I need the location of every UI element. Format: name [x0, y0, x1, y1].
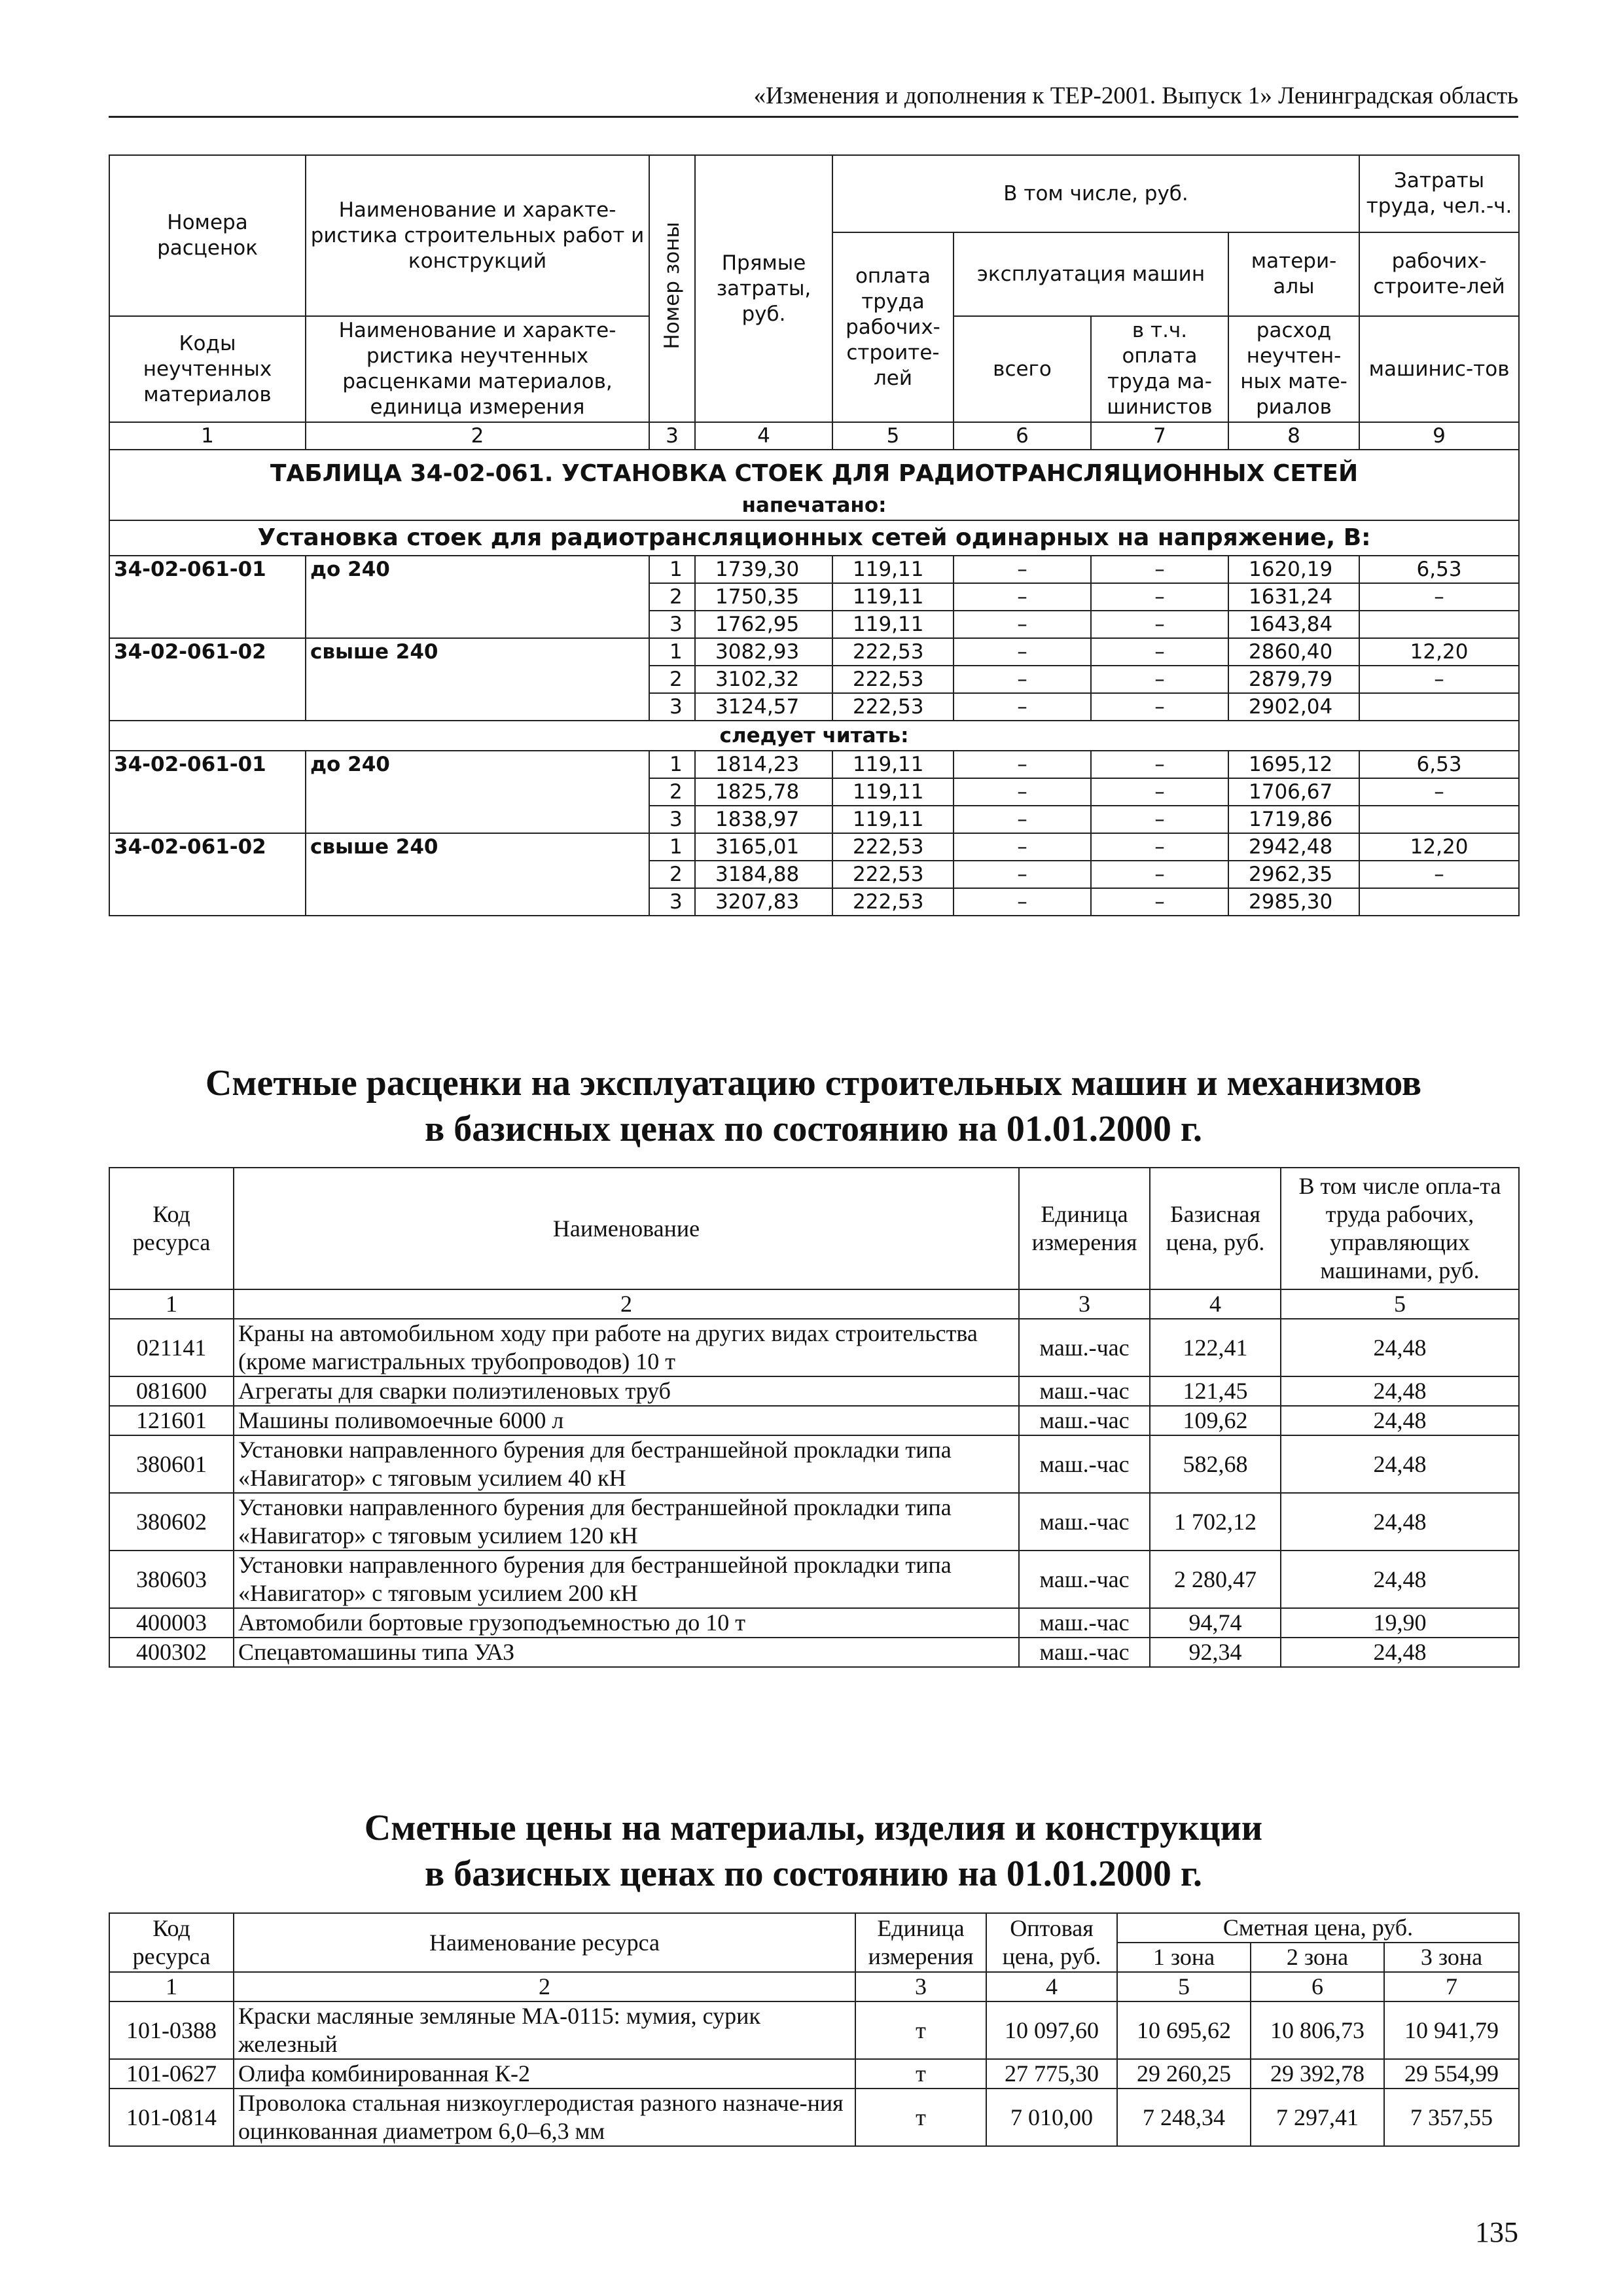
wholesale-price: 27 775,30	[986, 2059, 1117, 2089]
labor-pay: 222,53	[832, 861, 954, 888]
base-price: 109,62	[1150, 1406, 1281, 1435]
zone: 2	[649, 861, 695, 888]
zone: 1	[649, 751, 695, 778]
th-pay: оплата труда рабочих-строите-лей	[832, 232, 954, 422]
read-rows	[109, 751, 1519, 916]
resource-code: 101-0627	[109, 2059, 234, 2089]
labor-hours: –	[1359, 861, 1519, 888]
table-title: ТАБЛИЦА 34-02-061. УСТАНОВКА СТОЕК ДЛЯ РАДИОТРАНСЛЯЦИОННЫХ СЕТЕЙ	[270, 460, 1359, 487]
resource-code: 121601	[109, 1406, 234, 1435]
colnum: 9	[1359, 422, 1519, 450]
rate-row	[109, 833, 1519, 861]
unit: т	[855, 2001, 986, 2059]
colnum: 5	[1281, 1289, 1519, 1319]
rate-code: 34-02-061-01	[109, 556, 306, 638]
materials: 2962,35	[1228, 861, 1359, 888]
th-codes: Коды неучтенных материалов	[109, 316, 306, 422]
machines-total: –	[954, 611, 1091, 638]
base-price: 92,34	[1150, 1638, 1281, 1667]
th-wholesale: Оптовая цена, руб.	[986, 1913, 1117, 1972]
unit: маш.-час	[1019, 1435, 1150, 1493]
th-pay: В том числе опла-та труда рабочих, управляющих машинами, руб.	[1281, 1168, 1519, 1289]
th-unit: Единица измерения	[855, 1913, 986, 1972]
th-unit: Единица измерения	[1019, 1168, 1150, 1289]
machines-title-1: Сметные расценки на эксплуатацию строительных машин и механизмов	[205, 1063, 1422, 1103]
materials: 2942,48	[1228, 833, 1359, 861]
materials: 1631,24	[1228, 583, 1359, 611]
zone-1-price: 7 248,34	[1117, 2089, 1251, 2146]
th-zone-2: 2 зона	[1251, 1943, 1384, 1972]
direct-cost: 1739,30	[695, 556, 832, 583]
materials: 1643,84	[1228, 611, 1359, 638]
table-row	[109, 1608, 1519, 1638]
machines-total: –	[954, 666, 1091, 693]
direct-cost: 1750,35	[695, 583, 832, 611]
resource-code: 101-0388	[109, 2001, 234, 2059]
labor-hours	[1359, 693, 1519, 721]
table-row	[109, 1435, 1519, 1493]
resource-name: Агрегаты для сварки полиэтиленовых труб	[234, 1376, 1019, 1406]
base-price: 94,74	[1150, 1608, 1281, 1638]
rate-name: до 240	[306, 751, 649, 833]
machines-total: –	[954, 638, 1091, 666]
unit: маш.-час	[1019, 1319, 1150, 1376]
unit: маш.-час	[1019, 1638, 1150, 1667]
colnum: 8	[1228, 422, 1359, 450]
th-total: всего	[954, 316, 1091, 422]
unit: маш.-час	[1019, 1551, 1150, 1608]
zone-2-price: 7 297,41	[1251, 2089, 1384, 2146]
rate-name: свыше 240	[306, 638, 649, 721]
colnum: 4	[1150, 1289, 1281, 1319]
resource-name: Спецавтомашины типа УАЗ	[234, 1638, 1019, 1667]
resource-name: Автомобили бортовые грузоподъемностью до 10 т	[234, 1608, 1019, 1638]
machines-total: –	[954, 888, 1091, 916]
materials-rows	[109, 2001, 1519, 2146]
operators-pay: –	[1091, 833, 1228, 861]
base-price: 121,45	[1150, 1376, 1281, 1406]
operators-pay: –	[1091, 611, 1228, 638]
colnum: 7	[1091, 422, 1228, 450]
resource-code: 380603	[109, 1551, 234, 1608]
th-price: Базисная цена, руб.	[1150, 1168, 1281, 1289]
zone: 2	[649, 666, 695, 693]
labor-pay: 222,53	[832, 638, 954, 666]
base-price: 1 702,12	[1150, 1493, 1281, 1551]
resource-name: Краны на автомобильном ходу при работе на других видах строительства (кроме магистральных трубопроводов) 10 т	[234, 1319, 1019, 1376]
zone-3-price: 10 941,79	[1384, 2001, 1519, 2059]
th-code: Код ресурса	[109, 1168, 234, 1289]
resource-code: 380602	[109, 1493, 234, 1551]
resource-code: 101-0814	[109, 2089, 234, 2146]
labor-pay: 119,11	[832, 751, 954, 778]
resource-name: Установки направленного бурения для бестраншейной прокладки типа «Навигатор» с тяговым усилием 40 кН	[234, 1435, 1019, 1493]
th-incl-pay: в т.ч. оплата труда ма-шинистов	[1091, 316, 1228, 422]
labor-hours	[1359, 611, 1519, 638]
colnum: 1	[109, 1972, 234, 2001]
labor-pay: 119,11	[832, 778, 954, 806]
colnum: 1	[109, 422, 306, 450]
direct-cost: 3082,93	[695, 638, 832, 666]
operators-pay: –	[1091, 778, 1228, 806]
materials: 2902,04	[1228, 693, 1359, 721]
labor-pay: 119,11	[832, 583, 954, 611]
th-zone-3: 3 зона	[1384, 1943, 1519, 1972]
operator-pay: 24,48	[1281, 1638, 1519, 1667]
table-subtitle: Установка стоек для радиотрансляционных сетей одинарных на напряжение, В:	[109, 520, 1519, 556]
operators-pay: –	[1091, 666, 1228, 693]
th-rates: Номера расценок	[109, 155, 306, 316]
materials: 1719,86	[1228, 806, 1359, 833]
materials: 1695,12	[1228, 751, 1359, 778]
table-row	[109, 2001, 1519, 2059]
th-name: Наименование ресурса	[234, 1913, 855, 1972]
th-estimate: Сметная цена, руб.	[1117, 1913, 1519, 1943]
table-row	[109, 2059, 1519, 2089]
labor-hours: 12,20	[1359, 638, 1519, 666]
colnum: 3	[1019, 1289, 1150, 1319]
machines-total: –	[954, 833, 1091, 861]
labor-pay: 222,53	[832, 666, 954, 693]
operators-pay: –	[1091, 693, 1228, 721]
rate-code: 34-02-061-01	[109, 751, 306, 833]
direct-cost: 1762,95	[695, 611, 832, 638]
printed-rows	[109, 556, 1519, 721]
table-row	[109, 1406, 1519, 1435]
unit: маш.-час	[1019, 1493, 1150, 1551]
base-price: 582,68	[1150, 1435, 1281, 1493]
resource-name: Проволока стальная низкоуглеродистая разного назначе-ния оцинкованная диаметром 6,0–6,3 мм	[234, 2089, 855, 2146]
wholesale-price: 10 097,60	[986, 2001, 1117, 2059]
rate-row	[109, 556, 1519, 583]
materials: 2985,30	[1228, 888, 1359, 916]
direct-cost: 1825,78	[695, 778, 832, 806]
zone-1-price: 29 260,25	[1117, 2059, 1251, 2089]
machines-table	[109, 1167, 1520, 1668]
machines-total: –	[954, 861, 1091, 888]
labor-hours: –	[1359, 583, 1519, 611]
zone-2-price: 29 392,78	[1251, 2059, 1384, 2089]
machines-total: –	[954, 751, 1091, 778]
th-name2: Наименование и характе-ристика неучтенных расценками материалов, единица измерения	[306, 316, 649, 422]
th-workers: рабочих-строите-лей	[1359, 232, 1519, 316]
th-name: Наименование	[234, 1168, 1019, 1289]
colnum: 4	[695, 422, 832, 450]
table-row	[109, 1551, 1519, 1608]
table-row	[109, 2089, 1519, 2146]
operators-pay: –	[1091, 806, 1228, 833]
zone-2-price: 10 806,73	[1251, 2001, 1384, 2059]
th-labor: Затраты труда, чел.-ч.	[1359, 155, 1519, 232]
machines-total: –	[954, 583, 1091, 611]
colnum: 4	[986, 1972, 1117, 2001]
table-row	[109, 1376, 1519, 1406]
base-price: 2 280,47	[1150, 1551, 1281, 1608]
labor-hours: –	[1359, 666, 1519, 693]
th-zone-1: 1 зона	[1117, 1943, 1251, 1972]
colnum: 5	[832, 422, 954, 450]
th-zone	[649, 155, 695, 422]
labor-pay: 119,11	[832, 611, 954, 638]
labor-pay: 119,11	[832, 806, 954, 833]
table-row	[109, 1493, 1519, 1551]
machines-rows	[109, 1319, 1519, 1667]
labor-hours	[1359, 806, 1519, 833]
materials-title-2: в базисных ценах по состоянию на 01.01.2000 г.	[425, 1854, 1202, 1894]
rate-name: свыше 240	[306, 833, 649, 916]
unit: маш.-час	[1019, 1376, 1150, 1406]
rate-code: 34-02-061-02	[109, 638, 306, 721]
zone: 2	[649, 778, 695, 806]
resource-code: 081600	[109, 1376, 234, 1406]
direct-cost: 3165,01	[695, 833, 832, 861]
base-price: 122,41	[1150, 1319, 1281, 1376]
machines-total: –	[954, 693, 1091, 721]
machines-total: –	[954, 556, 1091, 583]
colnum: 6	[954, 422, 1091, 450]
resource-code: 021141	[109, 1319, 234, 1376]
th-incl: В том числе, руб.	[832, 155, 1359, 232]
zone: 3	[649, 611, 695, 638]
machines-title-2: в базисных ценах по состоянию на 01.01.2000 г.	[425, 1109, 1202, 1149]
materials-title-1: Сметные цены на материалы, изделия и конструкции	[364, 1808, 1263, 1848]
direct-cost: 3207,83	[695, 888, 832, 916]
machines-total: –	[954, 778, 1091, 806]
labor-pay: 222,53	[832, 693, 954, 721]
zone-3-price: 29 554,99	[1384, 2059, 1519, 2089]
printed-label: напечатано:	[741, 493, 887, 517]
direct-cost: 1838,97	[695, 806, 832, 833]
operators-pay: –	[1091, 861, 1228, 888]
labor-pay: 119,11	[832, 556, 954, 583]
colnum: 3	[649, 422, 695, 450]
column-numbers-row	[109, 422, 1519, 450]
operators-pay: –	[1091, 888, 1228, 916]
operators-pay: –	[1091, 583, 1228, 611]
colnum: 6	[1251, 1972, 1384, 2001]
labor-hours: 6,53	[1359, 751, 1519, 778]
unit: маш.-час	[1019, 1406, 1150, 1435]
colnum: 2	[234, 1289, 1019, 1319]
materials-table	[109, 1912, 1520, 2147]
rate-row	[109, 638, 1519, 666]
unit: маш.-час	[1019, 1608, 1150, 1638]
th-machines: эксплуатация машин	[954, 232, 1228, 316]
operator-pay: 24,48	[1281, 1493, 1519, 1551]
colnum: 2	[306, 422, 649, 450]
labor-pay: 222,53	[832, 888, 954, 916]
zone: 3	[649, 888, 695, 916]
resource-name: Краски масляные земляные МА-0115: мумия, сурик железный	[234, 2001, 855, 2059]
labor-hours: 12,20	[1359, 833, 1519, 861]
running-header: «Изменения и дополнения к ТЕР-2001. Выпуск 1» Ленинградская область	[109, 82, 1518, 118]
colnum: 5	[1117, 1972, 1251, 2001]
rate-name: до 240	[306, 556, 649, 638]
direct-cost: 3124,57	[695, 693, 832, 721]
operator-pay: 24,48	[1281, 1551, 1519, 1608]
wholesale-price: 7 010,00	[986, 2089, 1117, 2146]
colnum: 1	[109, 1289, 234, 1319]
direct-cost: 1814,23	[695, 751, 832, 778]
unit: т	[855, 2089, 986, 2146]
th-consumption: расход неучтен-ных мате-риалов	[1228, 316, 1359, 422]
unit: т	[855, 2059, 986, 2089]
resource-name: Машины поливомоечные 6000 л	[234, 1406, 1019, 1435]
zone: 1	[649, 638, 695, 666]
rate-code: 34-02-061-02	[109, 833, 306, 916]
th-operators: машинис-тов	[1359, 316, 1519, 422]
page-number: 135	[1475, 2216, 1518, 2248]
zone-1-price: 10 695,62	[1117, 2001, 1251, 2059]
operator-pay: 19,90	[1281, 1608, 1519, 1638]
table-row	[109, 1319, 1519, 1376]
operator-pay: 24,48	[1281, 1376, 1519, 1406]
zone: 1	[649, 556, 695, 583]
labor-hours: –	[1359, 778, 1519, 806]
operators-pay: –	[1091, 638, 1228, 666]
resource-name: Олифа комбинированная К-2	[234, 2059, 855, 2089]
resource-code: 380601	[109, 1435, 234, 1493]
materials: 2860,40	[1228, 638, 1359, 666]
labor-pay: 222,53	[832, 833, 954, 861]
zone: 2	[649, 583, 695, 611]
operators-pay: –	[1091, 556, 1228, 583]
resource-name: Установки направленного бурения для бестраншейной прокладки типа «Навигатор» с тяговым усилием 120 кН	[234, 1493, 1019, 1551]
operator-pay: 24,48	[1281, 1435, 1519, 1493]
colnum: 3	[855, 1972, 986, 2001]
th-materials: матери-алы	[1228, 232, 1359, 316]
th-code: Код ресурса	[109, 1913, 234, 1972]
table-row	[109, 1638, 1519, 1667]
colnum: 7	[1384, 1972, 1519, 2001]
colnum: 2	[234, 1972, 855, 2001]
th-direct: Прямые затраты, руб.	[695, 155, 832, 422]
labor-hours: 6,53	[1359, 556, 1519, 583]
resource-code: 400302	[109, 1638, 234, 1667]
zone-3-price: 7 357,55	[1384, 2089, 1519, 2146]
th-name: Наименование и характе-ристика строительных работ и конструкций	[306, 155, 649, 316]
rate-row	[109, 751, 1519, 778]
read-as-label: следует читать:	[109, 721, 1519, 751]
direct-cost: 3102,32	[695, 666, 832, 693]
resource-name: Установки направленного бурения для бестраншейной прокладки типа «Навигатор» с тяговым усилием 200 кН	[234, 1551, 1019, 1608]
operator-pay: 24,48	[1281, 1319, 1519, 1376]
rates-table	[109, 154, 1520, 916]
materials: 1620,19	[1228, 556, 1359, 583]
materials: 1706,67	[1228, 778, 1359, 806]
zone: 3	[649, 806, 695, 833]
zone: 3	[649, 693, 695, 721]
operators-pay: –	[1091, 751, 1228, 778]
operator-pay: 24,48	[1281, 1406, 1519, 1435]
zone: 1	[649, 833, 695, 861]
th-zone-label: Номер зоны	[660, 221, 684, 350]
direct-cost: 3184,88	[695, 861, 832, 888]
materials: 2879,79	[1228, 666, 1359, 693]
resource-code: 400003	[109, 1608, 234, 1638]
machines-total: –	[954, 806, 1091, 833]
labor-hours	[1359, 888, 1519, 916]
